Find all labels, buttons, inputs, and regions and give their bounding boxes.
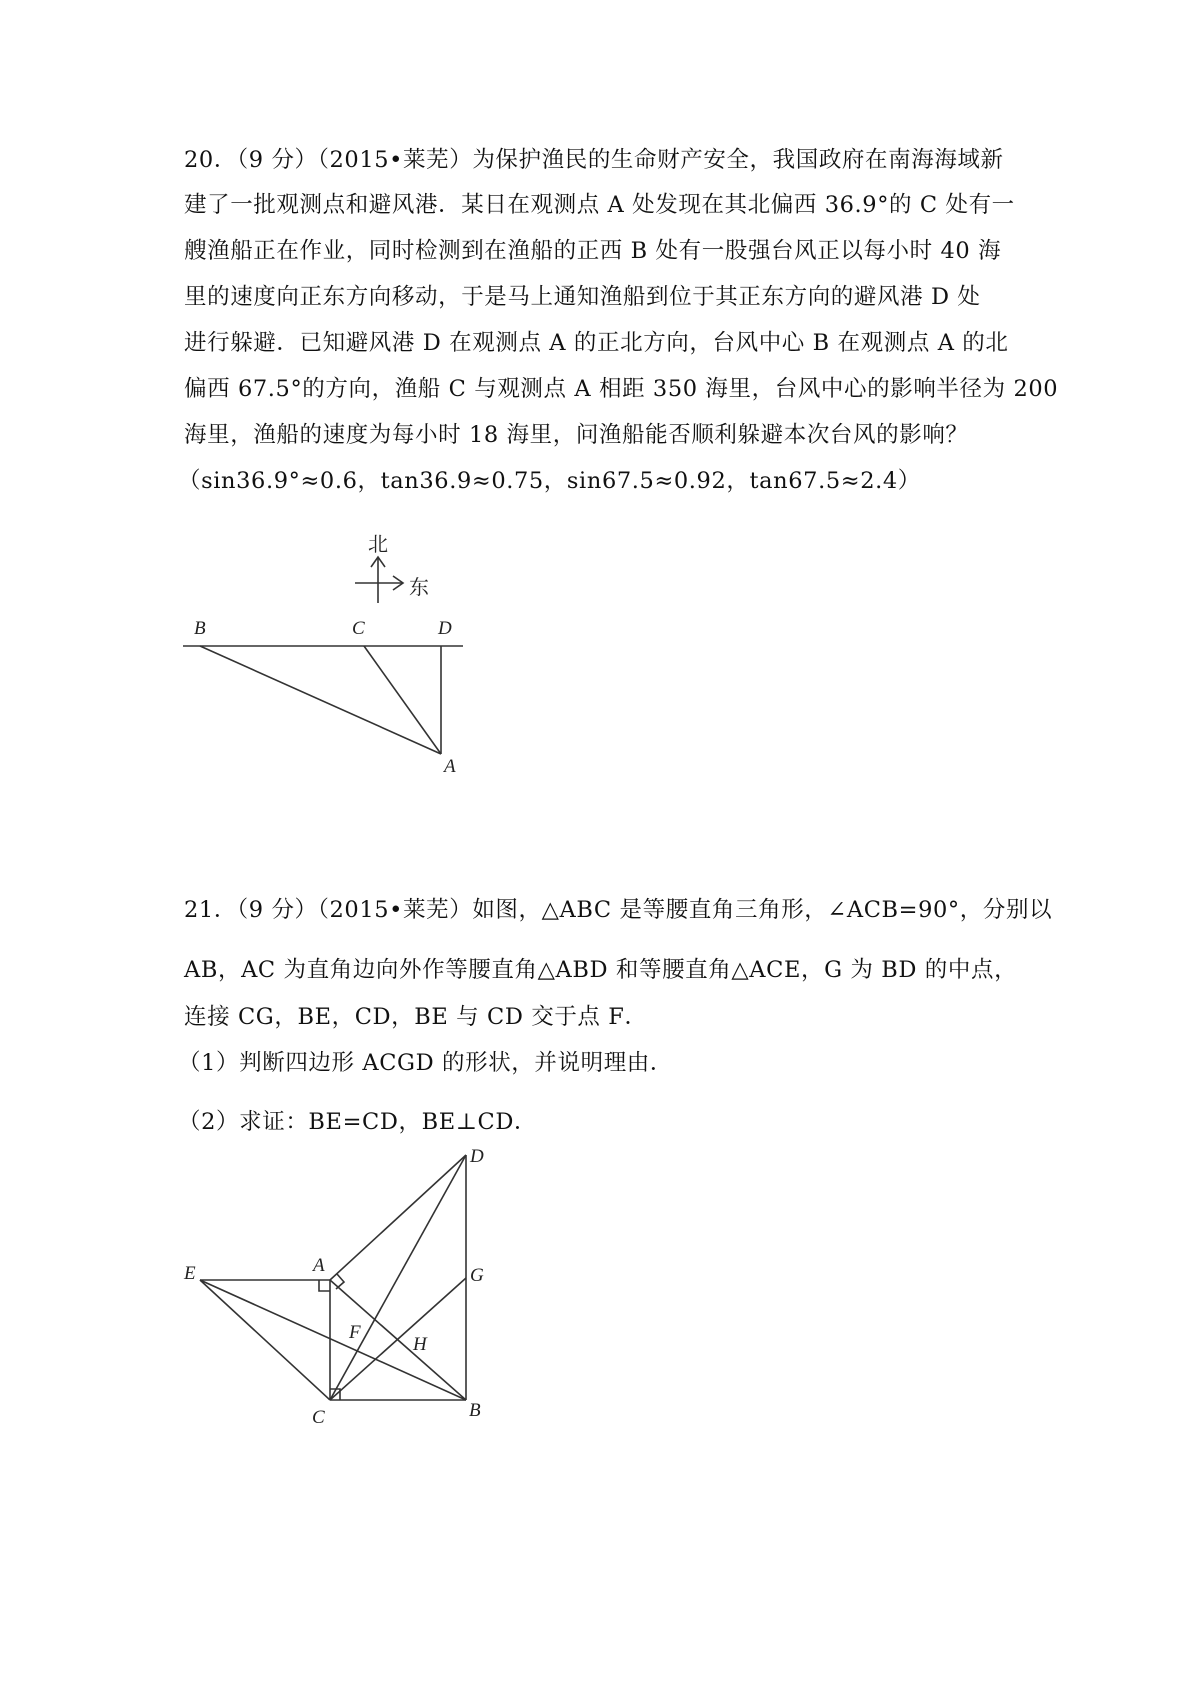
problem-21-line-4: （1）判断四边形 ACGD 的形状，并说明理由． bbox=[178, 1050, 673, 1076]
problem-21-line-3: 连接 CG，BE，CD，BE 与 CD 交于点 F． bbox=[184, 1004, 648, 1030]
point-d21-label: D bbox=[470, 1146, 484, 1167]
problem-21-line-5: （2）求证：BE=CD，BE⊥CD． bbox=[178, 1109, 538, 1135]
problem-20-line-6: 偏西 67.5°的方向，渔船 C 与观测点 A 相距 350 海里，台风中心的影响半径为 200 bbox=[184, 376, 1059, 402]
east-label: 东 bbox=[409, 575, 429, 599]
point-a21-label: A bbox=[313, 1255, 325, 1276]
segment-ad bbox=[330, 1155, 466, 1280]
point-g-label: G bbox=[470, 1265, 484, 1286]
point-c-label: C bbox=[352, 618, 365, 639]
segment-cd bbox=[330, 1155, 466, 1400]
problem-20-line-4: 里的速度向正东方向移动，于是马上通知渔船到位于其正东方向的避风港 D 处 bbox=[184, 284, 981, 310]
problem-20-line-7: 海里，渔船的速度为每小时 18 海里，问渔船能否顺利躲避本次台风的影响？ bbox=[184, 422, 969, 448]
problem-20-line-3: 艘渔船正在作业，同时检测到在渔船的正西 B 处有一股强台风正以每小时 40 海 bbox=[184, 238, 1002, 264]
segment-ec bbox=[200, 1280, 330, 1400]
problem-20-line-2: 建了一批观测点和避风港．某日在观测点 A 处发现在其北偏西 36.9°的 C 处有一 bbox=[184, 192, 1015, 218]
problem-21-line-1: 21．（9 分）（2015•莱芜）如图，△ABC 是等腰直角三角形，∠ACB=90°，分别以 bbox=[184, 897, 1053, 923]
problem-20-line-8: （sin36.9°≈0.6，tan36.9≈0.75，sin67.5≈0.92，tan67.5≈2.4） bbox=[178, 468, 921, 494]
north-label: 北 bbox=[368, 532, 388, 556]
point-a-label: A bbox=[444, 756, 456, 777]
point-e-label: E bbox=[184, 1263, 196, 1284]
problem-21-line-2: AB，AC 为直角边向外作等腰直角△ABD 和等腰直角△ACE，G 为 BD 的中点， bbox=[184, 957, 1018, 983]
problem-20-line-5: 进行躲避．已知避风港 D 在观测点 A 的正北方向，台风中心 B 在观测点 A 的北 bbox=[184, 330, 1009, 356]
point-b21-label: B bbox=[469, 1400, 481, 1421]
point-f-label: F bbox=[349, 1322, 361, 1343]
point-h-label: H bbox=[413, 1334, 427, 1355]
right-angle-a-marker bbox=[319, 1280, 330, 1291]
point-b-label: B bbox=[194, 618, 206, 639]
point-d-label: D bbox=[438, 618, 452, 639]
point-c21-label: C bbox=[312, 1407, 325, 1428]
problem-20-line-1: 20．（9 分）（2015•莱芜）为保护渔民的生命财产安全，我国政府在南海海域新 bbox=[184, 147, 1004, 173]
